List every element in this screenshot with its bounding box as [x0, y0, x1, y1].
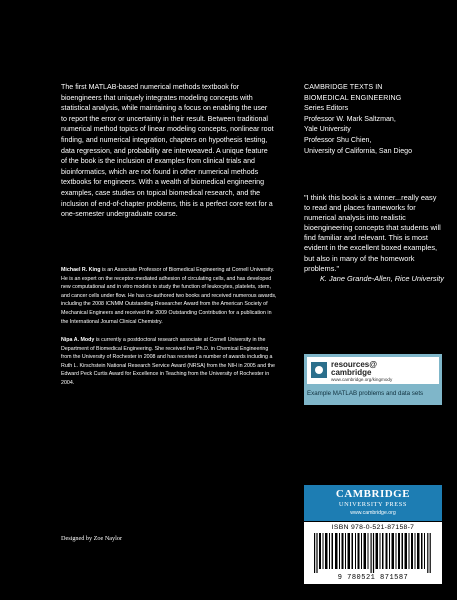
author-name: Nipa A. Mody: [61, 337, 95, 343]
designer-credit: Designed by Zoe Naylor: [61, 535, 122, 542]
series-title-line1: CAMBRIDGE TEXTS IN: [304, 83, 383, 91]
publisher-logo: [304, 485, 442, 521]
series-info: [304, 82, 434, 156]
resources-logo-icon: [311, 362, 327, 378]
book-description: [61, 82, 275, 220]
series-editor-1: Professor W. Mark Saltzman,: [304, 114, 396, 123]
publisher-name-line2: UNIVERSITY PRESS: [338, 501, 408, 508]
series-editor-2-affiliation: University of California, San Diego: [304, 146, 413, 155]
barcode-number: 9 780521 871587: [337, 574, 409, 582]
quote-text: "I think this book is a winner...really easy to read and places frameworks for numerical analysis into realistic bioengineering concepts that students will find familiar and relevant. This is most evident in the excellent boxed examples, but also in many of the homework problems.": [304, 193, 441, 273]
series-editors-label: Series Editors: [304, 104, 349, 113]
resources-panel[interactable]: [304, 354, 442, 405]
resources-url[interactable]: www.cambridge.org/kingmody: [331, 377, 393, 382]
publisher-url: www.cambridge.org: [350, 510, 396, 516]
resources-caption: Example MATLAB problems and data sets: [307, 390, 424, 397]
series-editor-1-affiliation: Yale University: [304, 125, 351, 134]
description-text: The first MATLAB-based numerical methods textbook for bioengineers that uniquely integrates modeling concepts with statistical analysis, while maintaining a focus on enabling the user to report the error or uncertainty in their result. Between traditional numerical method topics of linear modeling concepts, nonlinear root finding, and numerical integration, chapters on hypothesis testing, data regression, and probability are interweaved. A unique feature of the book is the inclusion of examples from clinical trials and bioinformatics, which are not found in other numerical methods textbooks for engineers. With a wealth of biomedical engineering examples, case studies on topical biomedical research, and the inclusion of end-of-chapter problems, this is a perfect core text for a one-semester undergraduate course.: [61, 83, 274, 219]
barcode-icon: [314, 533, 432, 573]
barcode-panel: [304, 522, 442, 584]
series-editor-2: Professor Shu Chien,: [304, 135, 372, 144]
publisher-name-line1: CAMBRIDGE: [335, 488, 411, 500]
resources-logo-box: [307, 357, 439, 384]
author-bio-mody: [61, 336, 279, 388]
author-bio-text: is currently a postdoctoral research associate at Cornell University in the Department of Biomedical Engineering. She received her Ph.D. in Chemical Engineering from the University of Rochester in 2008 and has received a number of awards including a Ruth L. Kirschstein National Research Service Award (NRSA) from the NIH in 2005 and the Edward Peck Curtis Award for Excellence in Teaching from the University of Rochester in 2004.: [61, 337, 275, 386]
series-title-line2: BIOMEDICAL ENGINEERING: [304, 93, 402, 102]
resources-name-line1: resources@: [331, 360, 378, 369]
isbn-text: ISBN 978-0-521-87158-7: [331, 524, 415, 531]
quote-attribution: K. Jane Grande-Allen, Rice University: [319, 273, 444, 283]
author-name: Michael R. King: [61, 267, 101, 273]
endorsement-quote: [304, 193, 444, 284]
resources-name-line2: cambridge: [331, 368, 372, 377]
author-bio-king: [61, 266, 279, 326]
author-bio-text: is an Associate Professor of Biomedical Engineering at Cornell University. He is an expert on the receptor-mediated adhesion of circulating cells, and has developed new computational and in vitro models to study the function of leukocytes, platelets, stem, and cancer cells under flow. He has co-authored two books and received numerous awards, including the 2008 ICNMM Outstanding Researcher Award from the American Society of Mechanical Engineers and received the 2009 Outstanding Contribution for a publication in the International Journal Clinical Chemistry.: [61, 267, 277, 325]
